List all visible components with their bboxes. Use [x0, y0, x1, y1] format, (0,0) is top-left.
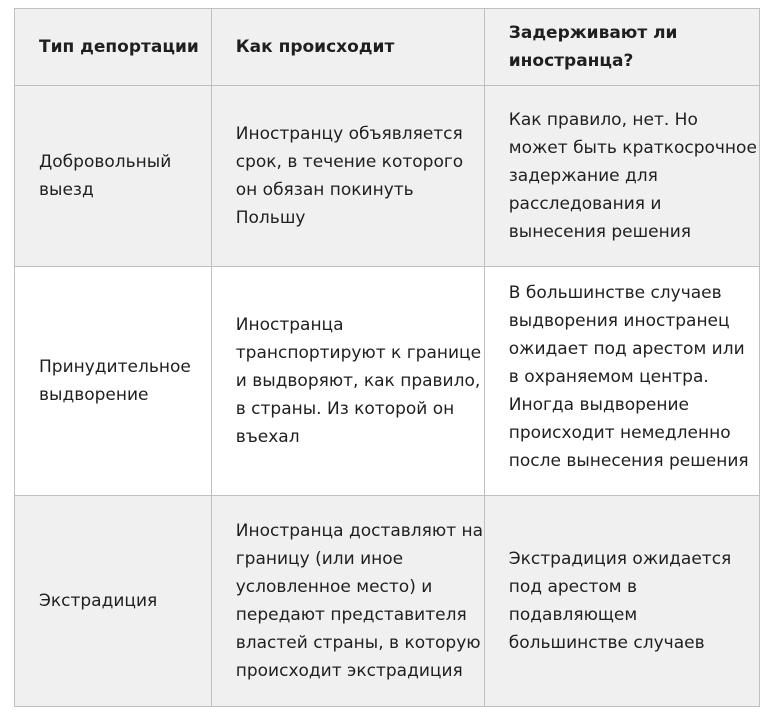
cell-detained-text: В большинстве случаев выдворения иностранец ожидает под арестом или в охраняемом центра. Иногда выдворение происходит немедленно после вынесения решения: [508, 283, 749, 471]
table-row: [15, 496, 760, 707]
table-row: [15, 267, 760, 496]
table-row: [15, 86, 760, 267]
clipped-cell-content: [509, 275, 759, 487]
table-header-row: [15, 9, 760, 86]
cell-how: Иностранцу объявляется срок, в течение которого он обязан покинуть Польшу: [211, 86, 484, 267]
cell-detained: [484, 267, 759, 496]
header-detained: Задерживают ли иностранца?: [484, 9, 759, 86]
cell-type: Принудительное выдворение: [15, 267, 212, 496]
cell-how: Иностранца доставляют на границу (или иное условленное место) и передают представителя властей страны, в которую происходит экстрадиция: [211, 496, 484, 707]
deportation-table: [14, 8, 760, 707]
cell-detained: Экстрадиция ожидается под арестом в подавляющем большинстве случаев: [484, 496, 759, 707]
header-how: Как происходит: [211, 9, 484, 86]
cell-type: Добровольный выезд: [15, 86, 212, 267]
cell-how: Иностранца транспортируют к границе и выдворяют, как правило, в страны. Из которой он въехал: [211, 267, 484, 496]
cell-detained: Как правило, нет. Но может быть краткосрочное задержание для расследования и вынесения решения: [484, 86, 759, 267]
cell-type: Экстрадиция: [15, 496, 212, 707]
header-type: Тип депортации: [15, 9, 212, 86]
